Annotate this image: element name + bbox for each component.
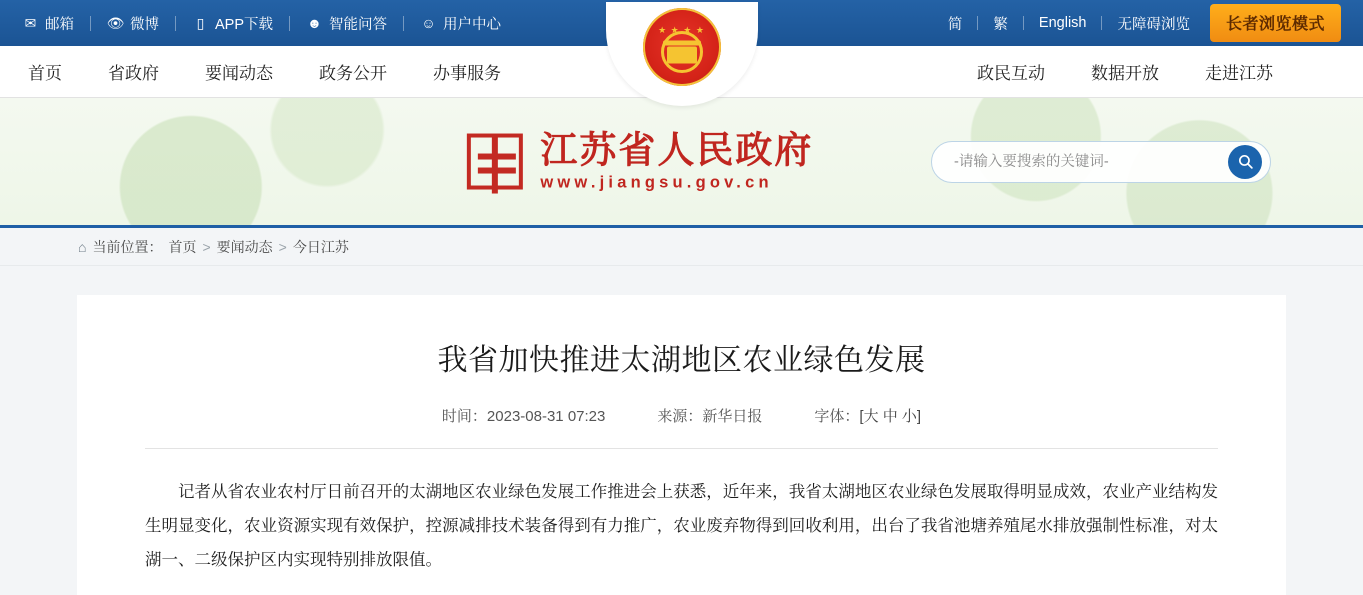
divider (289, 16, 290, 31)
topbar-item-app-label: APP下载 (215, 16, 274, 33)
topbar-item-user-center[interactable] (420, 13, 501, 34)
lang-traditional[interactable]: 繁 (993, 16, 1008, 33)
divider (175, 16, 176, 31)
topbar-left-links (22, 13, 501, 34)
divider (90, 16, 91, 31)
weibo-icon: 👁 (106, 15, 125, 31)
breadcrumb-item-news[interactable]: 要闻动态 (216, 238, 273, 255)
nav-item-provincial-government[interactable]: 省政府 (108, 64, 159, 83)
nav-item-services[interactable]: 办事服务 (433, 64, 501, 83)
article-time-label: 时间： (441, 408, 487, 425)
divider (977, 16, 978, 30)
topbar-item-weibo[interactable] (107, 13, 159, 34)
search-box[interactable] (931, 141, 1271, 183)
breadcrumb-separator: > (202, 238, 211, 255)
topbar-item-user-label: 用户中心 (443, 16, 502, 33)
site-logo-text (540, 130, 813, 193)
accessibility-browse[interactable]: 无障碍浏览 (1117, 16, 1190, 33)
emblem-gate (667, 46, 697, 63)
breadcrumb-item-home[interactable]: 首页 (168, 238, 197, 255)
search-button[interactable] (1228, 145, 1262, 179)
user-icon: ☺ (421, 15, 436, 31)
divider (1101, 16, 1102, 30)
article-meta (145, 405, 1218, 426)
lang-simplified[interactable]: 简 (947, 16, 963, 33)
article-time (442, 405, 605, 426)
home-icon: ⌂ (78, 238, 87, 255)
topbar-item-qa-label: 智能问答 (329, 16, 388, 33)
font-size-label: 字体： (814, 408, 860, 425)
site-name-cn: 江苏省人民政府 (540, 128, 814, 172)
emblem-stars: ★ ★ ★ ★ (658, 25, 705, 36)
search-input[interactable] (952, 153, 1228, 171)
site-banner (0, 98, 1363, 228)
topbar-item-mail[interactable] (22, 13, 74, 34)
font-size-control[interactable] (814, 405, 921, 426)
main-navigation (0, 25, 1363, 98)
font-size-options[interactable]: [大 中 小] (859, 408, 922, 425)
nav-left-group (28, 59, 501, 84)
national-emblem (606, 2, 758, 106)
nav-item-home[interactable]: 首页 (28, 64, 62, 83)
nav-item-news[interactable]: 要闻动态 (205, 64, 273, 83)
jiangsu-logo-icon (466, 133, 522, 189)
nav-item-government-affairs[interactable]: 政务公开 (319, 64, 387, 83)
elder-mode-button[interactable]: 长者浏览模式 (1210, 4, 1341, 42)
topbar-item-weibo-label: 微博 (130, 16, 159, 33)
divider (1023, 16, 1024, 30)
article-time-value: 2023-08-31 07:23 (486, 408, 606, 425)
qa-robot-icon: ☻ (307, 15, 322, 31)
mail-icon: ✉ (24, 15, 37, 31)
page-title: 我省加快推进太湖地区农业绿色发展 (437, 343, 926, 378)
divider (403, 16, 404, 31)
divider (145, 448, 1218, 449)
nav-right-group (977, 59, 1335, 84)
article-paragraph: 记者从省农业农村厅日前召开的太湖地区农业绿色发展工作推进会上获悉，近年来，我省太湖地区农业绿色发展取得明显成效，农业产业结构发生明显变化，农业资源实现有效保护，控源减排技术装备得到有力推广，农业废弃物得到回收利用，出台了我省池塘养殖尾水排放强制性标准，对太湖一、二级保护区内实现特别排放限值。 (145, 482, 1218, 569)
emblem-icon (643, 8, 721, 86)
phone-icon: ▯ (196, 15, 205, 31)
site-name-en: www.jiangsu.gov.cn (540, 173, 773, 192)
page-body (0, 266, 1363, 595)
topbar-item-app-download[interactable] (192, 13, 273, 34)
breadcrumb (0, 228, 1363, 266)
breadcrumb-separator: > (278, 238, 287, 255)
topbar-item-smart-qa[interactable] (306, 13, 387, 34)
article-source-value: 新华日报 (702, 408, 763, 425)
article-card (77, 295, 1286, 595)
topbar-right-links (948, 4, 1341, 42)
nav-item-open-data[interactable]: 数据开放 (1091, 64, 1159, 83)
nav-item-interaction[interactable]: 政民互动 (977, 64, 1045, 83)
article-source (657, 405, 762, 426)
nav-item-about-jiangsu[interactable]: 走进江苏 (1205, 64, 1273, 83)
breadcrumb-item-today-jiangsu[interactable]: 今日江苏 (292, 238, 349, 255)
site-logo[interactable] (466, 130, 813, 193)
lang-english[interactable]: English (1038, 15, 1087, 31)
topbar-item-mail-label: 邮箱 (45, 16, 74, 33)
article-source-label: 来源： (657, 408, 703, 425)
breadcrumb-prefix: 当前位置： (92, 238, 163, 255)
search-icon (1237, 153, 1254, 170)
